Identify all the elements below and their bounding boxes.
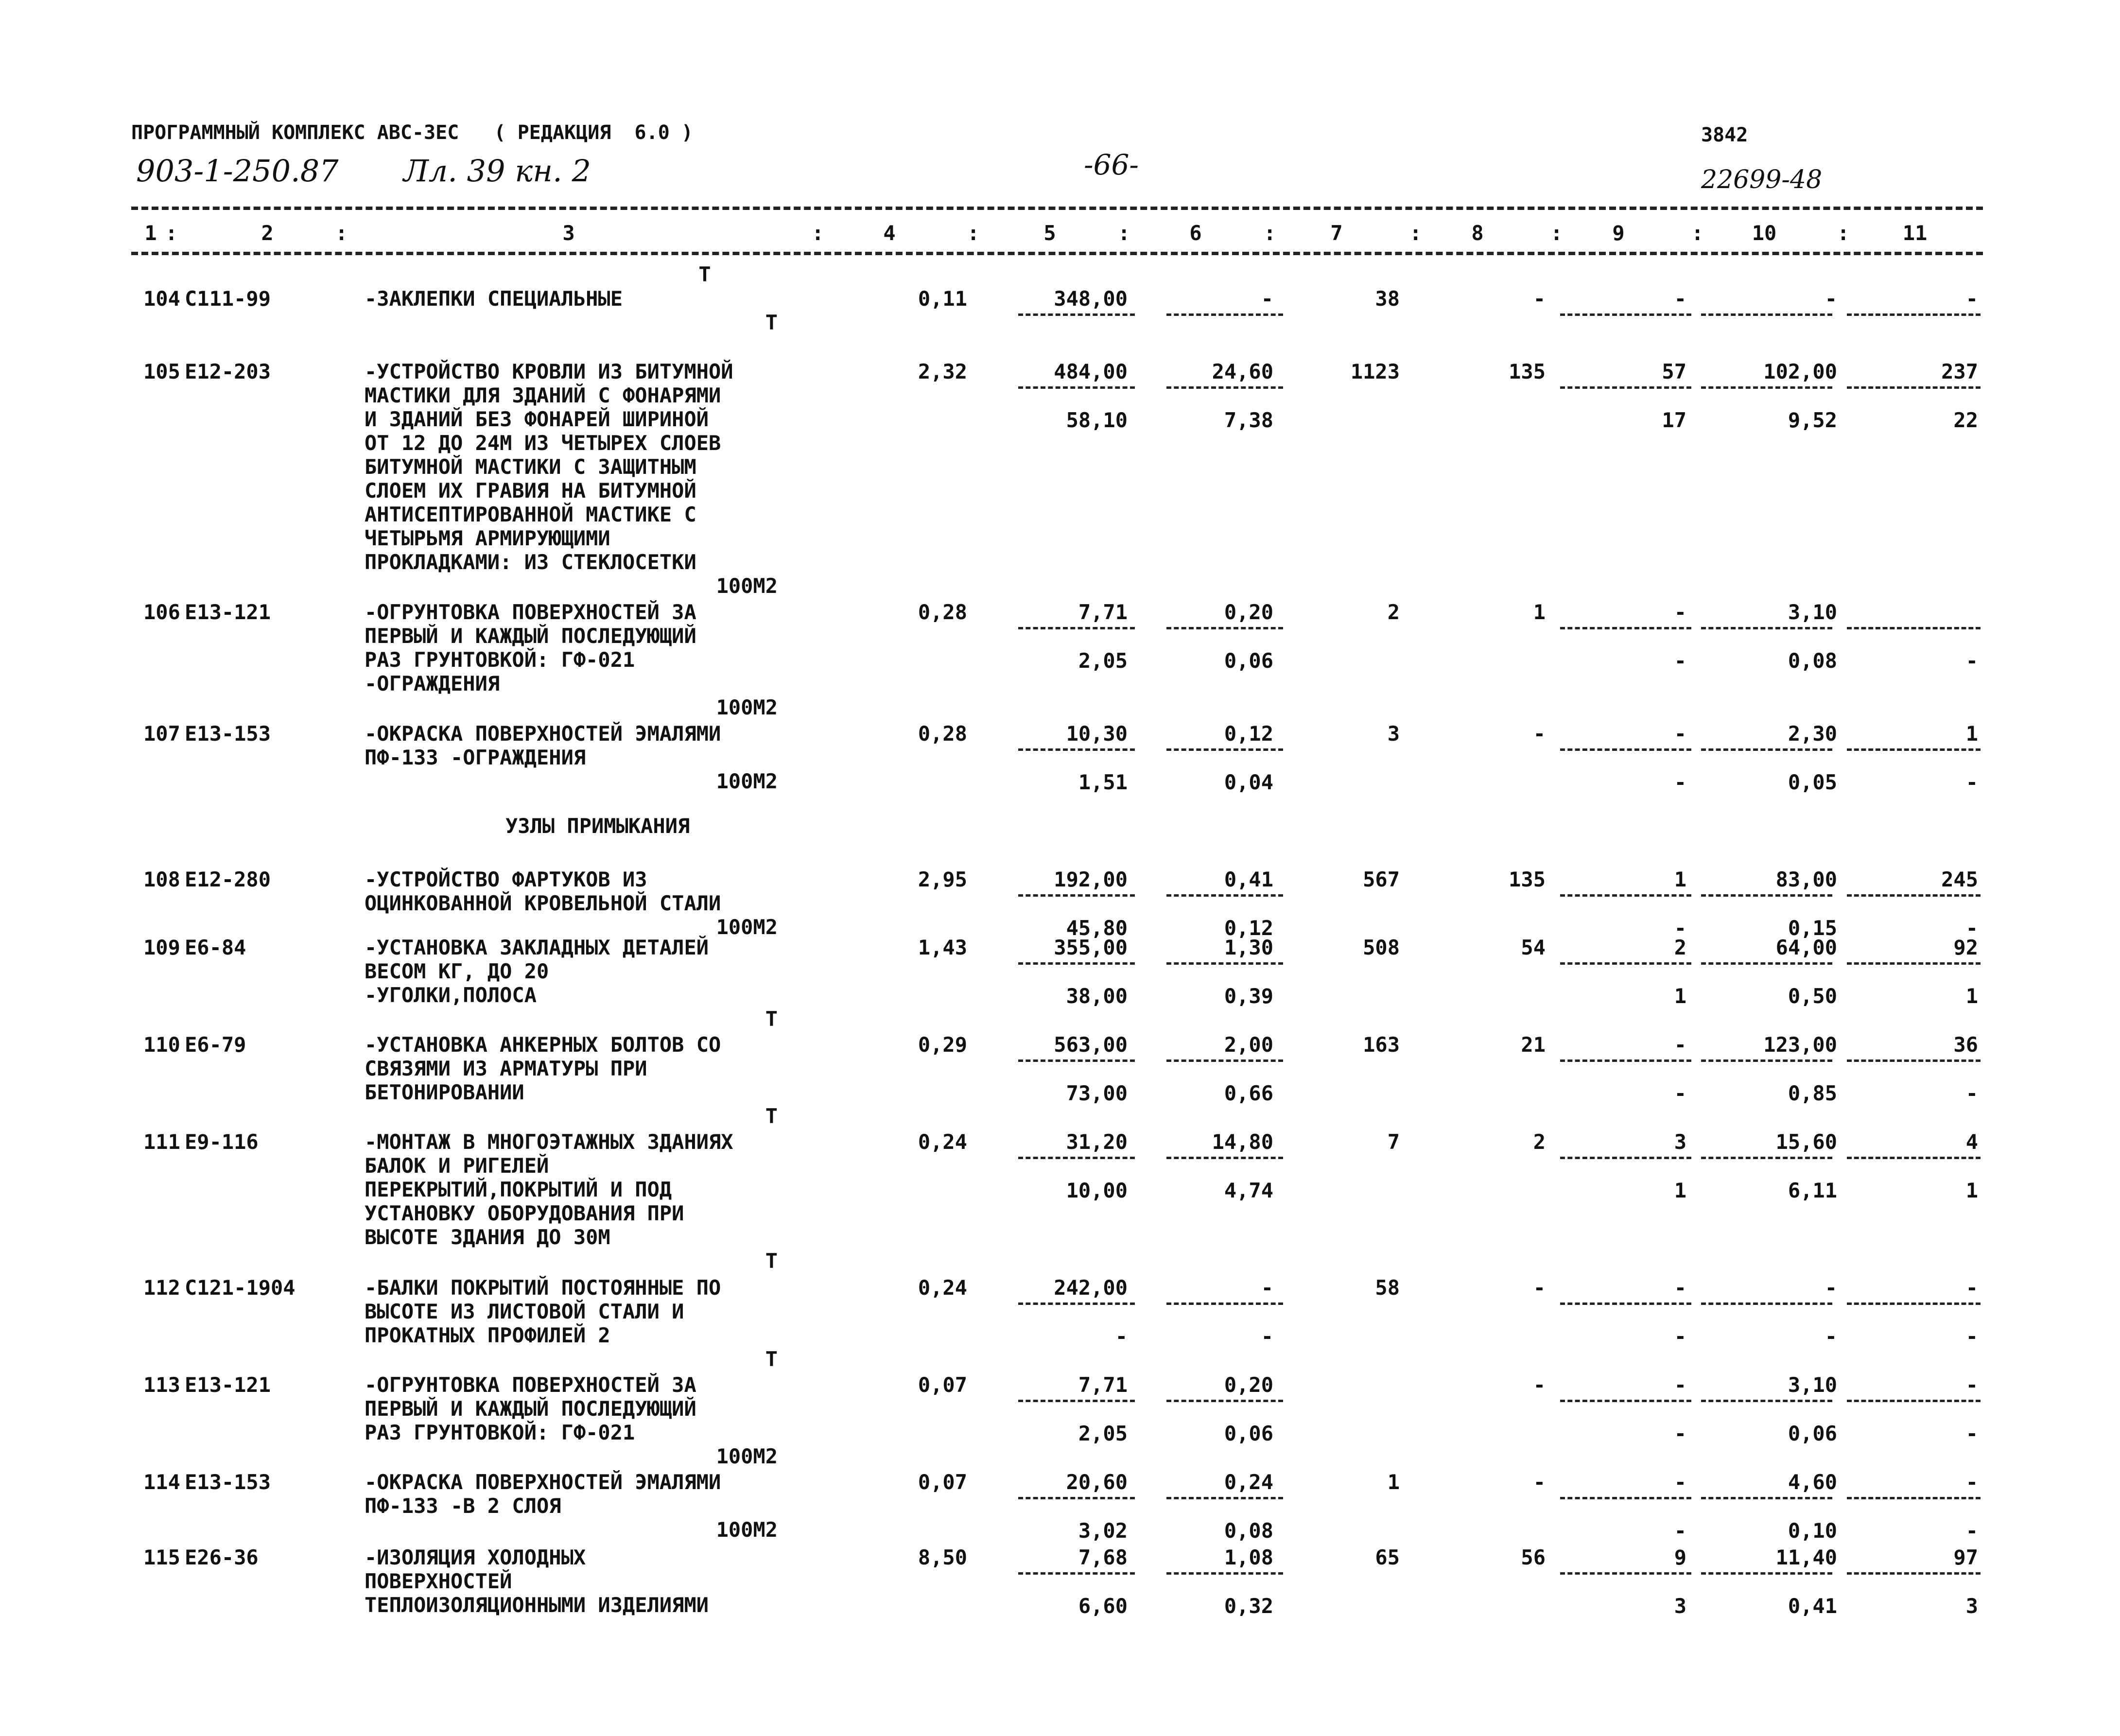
row-number: 105: [143, 360, 180, 383]
col9-top: -: [1674, 722, 1686, 746]
value-divider: [1847, 1497, 1981, 1499]
col10-bottom: 0,08: [1788, 649, 1837, 673]
doc-code: 903-1-250.87: [136, 153, 339, 189]
row-code: Е12-280: [185, 868, 271, 891]
value-divider: [1560, 1157, 1691, 1159]
col5-bottom: 73,00: [1066, 1081, 1128, 1105]
col10-bottom: 6,11: [1788, 1179, 1837, 1202]
row-description: -УСТРОЙСТВО КРОВЛИ ИЗ БИТУМНОЙ МАСТИКИ ДЛЯ ЗДАНИЙ С ФОНАРЯМИ И ЗДАНИЙ БЕЗ ФОНАРЕЙ ШИРИНОЙ ОТ 12 ДО 24М ИЗ ЧЕТЫРЕХ СЛОЕВ БИТУМНОЙ МАСТИКИ С ЗАЩИТНЫМ СЛОЕМ ИХ ГРАВИЯ НА БИТУМНОЙ АНТИСЕПТИРОВАННОЙ МАСТИКЕ С ЧЕТЫРЬМЯ АРМИРУЮЩИМИ ПРОКЛАДКАМИ: ИЗ СТЕКЛОСЕТКИ: [365, 360, 733, 574]
value-divider: [1847, 313, 1981, 316]
col7-value: 7: [1387, 1130, 1400, 1154]
row-code: Е9-116: [185, 1130, 259, 1154]
col11-bottom: 3: [1965, 1594, 1978, 1618]
unit-label: 100М2: [716, 695, 778, 719]
col10-bottom: 0,06: [1788, 1422, 1837, 1445]
col9-bottom: -: [1674, 1422, 1686, 1445]
row-number: 114: [143, 1470, 180, 1494]
col10-top: 64,00: [1775, 936, 1837, 959]
col10-top: 15,60: [1775, 1130, 1837, 1154]
col7-value: 38: [1375, 287, 1400, 311]
col4-value: 0,28: [918, 722, 967, 746]
col8-value: -: [1533, 287, 1546, 311]
col-header-3: 3: [562, 221, 575, 245]
col11-top: 237: [1941, 360, 1978, 383]
col9-top: -: [1674, 287, 1686, 311]
program-header: ПРОГРАММНЫЙ КОМПЛЕКС АВС-ЗЕС ( РЕДАКЦИЯ 6.0 ): [131, 122, 693, 144]
col9-top: 57: [1662, 360, 1686, 383]
value-divider: [1701, 1572, 1832, 1575]
row-code: Е13-121: [185, 600, 271, 624]
col9-bottom: -: [1674, 916, 1686, 940]
col-header-2: 2: [261, 221, 274, 245]
value-divider: [1701, 313, 1832, 316]
col10-top: -: [1825, 1276, 1837, 1300]
unit-label: 100М2: [716, 1444, 778, 1468]
col8-value: -: [1533, 1276, 1546, 1300]
col6-bottom: -: [1261, 1324, 1273, 1348]
value-divider: [1847, 627, 1981, 629]
col11-top: -: [1965, 1373, 1978, 1397]
col9-top: -: [1674, 1033, 1686, 1057]
col10-bottom: -: [1825, 1324, 1837, 1348]
col7-value: 65: [1375, 1545, 1400, 1569]
value-divider: [1701, 627, 1832, 629]
value-divider: [1166, 1302, 1283, 1305]
col11-top: -: [1965, 1276, 1978, 1300]
col4-value: 0,11: [918, 287, 967, 311]
col9-bottom: -: [1674, 1081, 1686, 1105]
col9-bottom: -: [1674, 770, 1686, 794]
col6-bottom: 0,06: [1224, 1422, 1273, 1445]
value-divider: [1701, 386, 1832, 389]
row-number: 104: [143, 287, 180, 311]
col6-top: 14,80: [1212, 1130, 1273, 1154]
col6-top: 0,24: [1224, 1470, 1273, 1494]
col9-top: -: [1674, 1470, 1686, 1494]
row-code: Е6-84: [185, 936, 246, 959]
col9-top: -: [1674, 1373, 1686, 1397]
col7-value: 1123: [1350, 360, 1400, 383]
col5-bottom: 38,00: [1066, 984, 1128, 1008]
col4-value: 8,50: [918, 1545, 967, 1569]
col10-top: 83,00: [1775, 868, 1837, 891]
col11-top: -: [1965, 1470, 1978, 1494]
col9-bottom: 17: [1662, 408, 1686, 432]
row-description: -УСТРОЙСТВО ФАРТУКОВ ИЗ ОЦИНКОВАННОЙ КРОВЕЛЬНОЙ СТАЛИ: [365, 868, 721, 915]
col9-top: 9: [1674, 1545, 1686, 1569]
row-code: С121-1904: [185, 1276, 295, 1300]
value-divider: [1847, 962, 1981, 965]
col10-top: 11,40: [1775, 1545, 1837, 1569]
col4-value: 0,24: [918, 1130, 967, 1154]
col7-value: 508: [1363, 936, 1400, 959]
col6-top: 1,30: [1224, 936, 1273, 959]
col9-bottom: 1: [1674, 984, 1686, 1008]
sheet-ref: Лл. 39 кн. 2: [403, 153, 591, 189]
value-divider: [1847, 1302, 1981, 1305]
header-rule-top: [131, 207, 1983, 210]
col10-bottom: 0,50: [1788, 984, 1837, 1008]
value-divider: [1847, 1572, 1981, 1575]
value-divider: [1560, 748, 1691, 751]
row-number: 109: [143, 936, 180, 959]
value-divider: [1847, 748, 1981, 751]
value-divider: [1701, 1302, 1832, 1305]
col8-value: -: [1533, 1373, 1546, 1397]
col5-bottom: 2,05: [1078, 649, 1128, 673]
col5-top: 10,30: [1066, 722, 1128, 746]
col-separator: :: [1837, 221, 1850, 245]
col5-bottom: 6,60: [1078, 1594, 1128, 1618]
row-number: 115: [143, 1545, 180, 1569]
col9-bottom: -: [1674, 1519, 1686, 1543]
value-divider: [1166, 386, 1283, 389]
value-divider: [1701, 1400, 1832, 1402]
col10-top: 3,10: [1788, 600, 1837, 624]
col5-top: 7,71: [1078, 1373, 1128, 1397]
col-separator: :: [1691, 221, 1704, 245]
col5-top: 31,20: [1066, 1130, 1128, 1154]
row-number: 106: [143, 600, 180, 624]
col11-bottom: -: [1965, 916, 1978, 940]
value-divider: [1166, 1497, 1283, 1499]
col7-value: 163: [1363, 1033, 1400, 1057]
row-code: Е13-153: [185, 1470, 271, 1494]
unit-label: 100М2: [716, 574, 778, 598]
col9-top: -: [1674, 600, 1686, 624]
value-divider: [1701, 1157, 1832, 1159]
col11-bottom: -: [1965, 1519, 1978, 1543]
col11-top: 1: [1965, 722, 1978, 746]
row-number: 107: [143, 722, 180, 746]
row-description: -ЗАКЛЕПКИ СПЕЦИАЛЬНЫЕ: [365, 287, 623, 311]
handwritten-code: 22699-48: [1701, 165, 1823, 194]
col11-bottom: 22: [1953, 408, 1978, 432]
col11-bottom: -: [1965, 1422, 1978, 1445]
value-divider: [1018, 1572, 1135, 1575]
unit-label: Т: [765, 311, 778, 334]
col11-top: 36: [1953, 1033, 1978, 1057]
value-divider: [1701, 962, 1832, 965]
col5-top: 192,00: [1054, 868, 1128, 891]
col6-top: 24,60: [1212, 360, 1273, 383]
value-divider: [1560, 627, 1691, 629]
col8-value: 54: [1521, 936, 1546, 959]
col6-bottom: 4,74: [1224, 1179, 1273, 1202]
col7-value: 1: [1387, 1470, 1400, 1494]
col4-value: 2,32: [918, 360, 967, 383]
value-divider: [1560, 962, 1691, 965]
col6-bottom: 0,32: [1224, 1594, 1273, 1618]
col8-value: -: [1533, 722, 1546, 746]
col9-bottom: -: [1674, 1324, 1686, 1348]
col6-bottom: 0,66: [1224, 1081, 1273, 1105]
value-divider: [1166, 894, 1283, 897]
col10-top: -: [1825, 287, 1837, 311]
col-separator: :: [1264, 221, 1276, 245]
col10-bottom: 0,85: [1788, 1081, 1837, 1105]
col-separator: :: [1118, 221, 1130, 245]
col10-top: 2,30: [1788, 722, 1837, 746]
value-divider: [1166, 1400, 1283, 1402]
col10-top: 3,10: [1788, 1373, 1837, 1397]
col4-value: 0,07: [918, 1470, 967, 1494]
col4-value: 0,07: [918, 1373, 967, 1397]
value-divider: [1847, 1157, 1981, 1159]
col9-bottom: 1: [1674, 1179, 1686, 1202]
row-code: Е12-203: [185, 360, 271, 383]
unit-label: 100М2: [716, 1518, 778, 1542]
value-divider: [1560, 894, 1691, 897]
row-description: -ОКРАСКА ПОВЕРХНОСТЕЙ ЭМАЛЯМИ ПФ-133 -ОГРАЖДЕНИЯ: [365, 722, 721, 769]
row-description: -ОГРУНТОВКА ПОВЕРХНОСТЕЙ ЗА ПЕРВЫЙ И КАЖДЫЙ ПОСЛЕДУЮЩИЙ РАЗ ГРУНТОВКОЙ: ГФ-021: [365, 1373, 696, 1444]
col9-top: 3: [1674, 1130, 1686, 1154]
row-description: -ОКРАСКА ПОВЕРХНОСТЕЙ ЭМАЛЯМИ ПФ-133 -В 2 СЛОЯ: [365, 1470, 721, 1518]
col-header-4: 4: [883, 221, 896, 245]
col10-bottom: 0,05: [1788, 770, 1837, 794]
row-description: -ИЗОЛЯЦИЯ ХОЛОДНЫХ ПОВЕРХНОСТЕЙ ТЕПЛОИЗОЛЯЦИОННЫМИ ИЗДЕЛИЯМИ: [365, 1545, 709, 1617]
col8-value: -: [1533, 1470, 1546, 1494]
col8-value: 1: [1533, 600, 1546, 624]
col-separator: :: [967, 221, 980, 245]
col-separator: :: [335, 221, 348, 245]
col11-bottom: -: [1965, 649, 1978, 673]
col11-bottom: -: [1965, 1324, 1978, 1348]
value-divider: [1847, 894, 1981, 897]
col5-top: 242,00: [1054, 1276, 1128, 1300]
row-number: 113: [143, 1373, 180, 1397]
row-code: Е26-36: [185, 1545, 259, 1569]
col8-value: 21: [1521, 1033, 1546, 1057]
col5-top: 20,60: [1066, 1470, 1128, 1494]
col11-top: 4: [1965, 1130, 1978, 1154]
col11-bottom: -: [1965, 770, 1978, 794]
col4-value: 2,95: [918, 868, 967, 891]
col6-bottom: 0,04: [1224, 770, 1273, 794]
row-number: 112: [143, 1276, 180, 1300]
col11-top: 245: [1941, 868, 1978, 891]
value-divider: [1166, 1572, 1283, 1575]
col6-bottom: 0,08: [1224, 1519, 1273, 1543]
col11-bottom: 1: [1965, 984, 1978, 1008]
col6-top: 0,20: [1224, 600, 1273, 624]
value-divider: [1166, 1059, 1283, 1062]
value-divider: [1847, 1059, 1981, 1062]
col9-bottom: 3: [1674, 1594, 1686, 1618]
col-header-8: 8: [1471, 221, 1484, 245]
col6-top: 2,00: [1224, 1033, 1273, 1057]
col-header-10: 10: [1752, 221, 1777, 245]
col6-top: 0,20: [1224, 1373, 1273, 1397]
col6-bottom: 0,06: [1224, 649, 1273, 673]
value-divider: [1560, 313, 1691, 316]
col6-bottom: 0,39: [1224, 984, 1273, 1008]
col5-top: 348,00: [1054, 287, 1128, 311]
col10-top: 102,00: [1763, 360, 1837, 383]
unit-label: Т: [765, 1249, 778, 1273]
value-divider: [1560, 1497, 1691, 1499]
row-description: -УСТАНОВКА АНКЕРНЫХ БОЛТОВ СО СВЯЗЯМИ ИЗ АРМАТУРЫ ПРИ БЕТОНИРОВАНИИ: [365, 1033, 721, 1104]
value-divider: [1166, 1157, 1283, 1159]
col9-bottom: -: [1674, 649, 1686, 673]
col10-bottom: 9,52: [1788, 408, 1837, 432]
value-divider: [1018, 1059, 1135, 1062]
col5-bottom: 45,80: [1066, 916, 1128, 940]
col11-top: -: [1965, 287, 1978, 311]
value-divider: [1018, 386, 1135, 389]
value-divider: [1701, 748, 1832, 751]
header-rule-bottom: [131, 252, 1983, 255]
col5-top: 7,71: [1078, 600, 1128, 624]
col5-bottom: 1,51: [1078, 770, 1128, 794]
value-divider: [1166, 313, 1283, 316]
row-code: Е13-153: [185, 722, 271, 746]
unit-label: Т: [765, 1347, 778, 1371]
col9-top: 1: [1674, 868, 1686, 891]
col-separator: :: [1550, 221, 1563, 245]
col-separator: :: [165, 221, 178, 245]
value-divider: [1560, 386, 1691, 389]
value-divider: [1701, 894, 1832, 897]
col11-top: 92: [1953, 936, 1978, 959]
row-number: 108: [143, 868, 180, 891]
value-divider: [1018, 748, 1135, 751]
row-description: -УСТАНОВКА ЗАКЛАДНЫХ ДЕТАЛЕЙ ВЕСОМ КГ, ДО 20 -УГОЛКИ,ПОЛОСА: [365, 936, 709, 1007]
col5-top: 355,00: [1054, 936, 1128, 959]
col5-top: 484,00: [1054, 360, 1128, 383]
unit-label: Т: [765, 1007, 778, 1031]
value-divider: [1847, 1400, 1981, 1402]
col10-top: 123,00: [1763, 1033, 1837, 1057]
row-description: -БАЛКИ ПОКРЫТИЙ ПОСТОЯННЫЕ ПО ВЫСОТЕ ИЗ ЛИСТОВОЙ СТАЛИ И ПРОКАТНЫХ ПРОФИЛЕЙ 2: [365, 1276, 721, 1347]
col-header-9: 9: [1612, 221, 1625, 245]
value-divider: [1018, 627, 1135, 629]
row-description: -ОГРУНТОВКА ПОВЕРХНОСТЕЙ ЗА ПЕРВЫЙ И КАЖДЫЙ ПОСЛЕДУЮЩИЙ РАЗ ГРУНТОВКОЙ: ГФ-021 -ОГРАЖДЕНИЯ: [365, 600, 696, 695]
col10-top: 4,60: [1788, 1470, 1837, 1494]
col-separator: :: [1409, 221, 1422, 245]
col7-value: 3: [1387, 722, 1400, 746]
value-divider: [1560, 1059, 1691, 1062]
col6-top: 0,41: [1224, 868, 1273, 891]
col5-bottom: -: [1115, 1324, 1128, 1348]
value-divider: [1166, 748, 1283, 751]
col8-value: 135: [1509, 360, 1546, 383]
col10-bottom: 0,41: [1788, 1594, 1837, 1618]
col6-bottom: 0,12: [1224, 916, 1273, 940]
value-divider: [1560, 1572, 1691, 1575]
col8-value: 2: [1533, 1130, 1546, 1154]
col10-bottom: 0,15: [1788, 916, 1837, 940]
unit-label: 100М2: [716, 769, 778, 793]
col10-bottom: 0,10: [1788, 1519, 1837, 1543]
col7-value: 567: [1363, 868, 1400, 891]
value-divider: [1166, 962, 1283, 965]
col6-bottom: 7,38: [1224, 408, 1273, 432]
row-code: С111-99: [185, 287, 271, 311]
row-code: Е6-79: [185, 1033, 246, 1057]
row-code: Е13-121: [185, 1373, 271, 1397]
col5-bottom: 10,00: [1066, 1179, 1128, 1202]
col9-top: 2: [1674, 936, 1686, 959]
code-right: 3842: [1701, 124, 1748, 146]
col5-bottom: 2,05: [1078, 1422, 1128, 1445]
col-header-7: 7: [1330, 221, 1343, 245]
unit-label: 100М2: [716, 915, 778, 939]
row-number: 111: [143, 1130, 180, 1154]
col5-bottom: 3,02: [1078, 1519, 1128, 1543]
value-divider: [1701, 1497, 1832, 1499]
col7-value: 58: [1375, 1276, 1400, 1300]
value-divider: [1018, 1157, 1135, 1159]
unit-label: Т: [698, 262, 711, 286]
section-title: УЗЛЫ ПРИМЫКАНИЯ: [505, 814, 690, 838]
col4-value: 0,28: [918, 600, 967, 624]
col-header-11: 11: [1902, 221, 1928, 245]
value-divider: [1018, 962, 1135, 965]
col8-value: 135: [1509, 868, 1546, 891]
value-divider: [1560, 1302, 1691, 1305]
col11-bottom: 1: [1965, 1179, 1978, 1202]
value-divider: [1018, 1497, 1135, 1499]
row-description: -МОНТАЖ В МНОГОЭТАЖНЫХ ЗДАНИЯХ БАЛОК И РИГЕЛЕЙ ПЕРЕКРЫТИЙ,ПОКРЫТИЙ И ПОД УСТАНОВКУ ОБОРУДОВАНИЯ ПРИ ВЫСОТЕ ЗДАНИЯ ДО 30М: [365, 1130, 733, 1249]
col8-value: 56: [1521, 1545, 1546, 1569]
page-number: -66-: [1084, 148, 1139, 181]
col6-top: -: [1261, 287, 1273, 311]
col4-value: 1,43: [918, 936, 967, 959]
col6-top: 0,12: [1224, 722, 1273, 746]
col6-top: 1,08: [1224, 1545, 1273, 1569]
row-number: 110: [143, 1033, 180, 1057]
col-header-5: 5: [1043, 221, 1056, 245]
value-divider: [1847, 386, 1981, 389]
col5-bottom: 58,10: [1066, 408, 1128, 432]
col-separator: :: [812, 221, 824, 245]
value-divider: [1018, 894, 1135, 897]
col5-top: 7,68: [1078, 1545, 1128, 1569]
col5-top: 563,00: [1054, 1033, 1128, 1057]
value-divider: [1018, 1400, 1135, 1402]
value-divider: [1018, 1302, 1135, 1305]
col4-value: 0,24: [918, 1276, 967, 1300]
col-header-6: 6: [1189, 221, 1202, 245]
col11-bottom: -: [1965, 1081, 1978, 1105]
col11-top: 97: [1953, 1545, 1978, 1569]
col-header-1: 1: [144, 221, 157, 245]
col7-value: 2: [1387, 600, 1400, 624]
value-divider: [1701, 1059, 1832, 1062]
col9-top: -: [1674, 1276, 1686, 1300]
value-divider: [1166, 627, 1283, 629]
col6-top: -: [1261, 1276, 1273, 1300]
unit-label: Т: [765, 1104, 778, 1128]
value-divider: [1018, 313, 1135, 316]
col4-value: 0,29: [918, 1033, 967, 1057]
value-divider: [1560, 1400, 1691, 1402]
